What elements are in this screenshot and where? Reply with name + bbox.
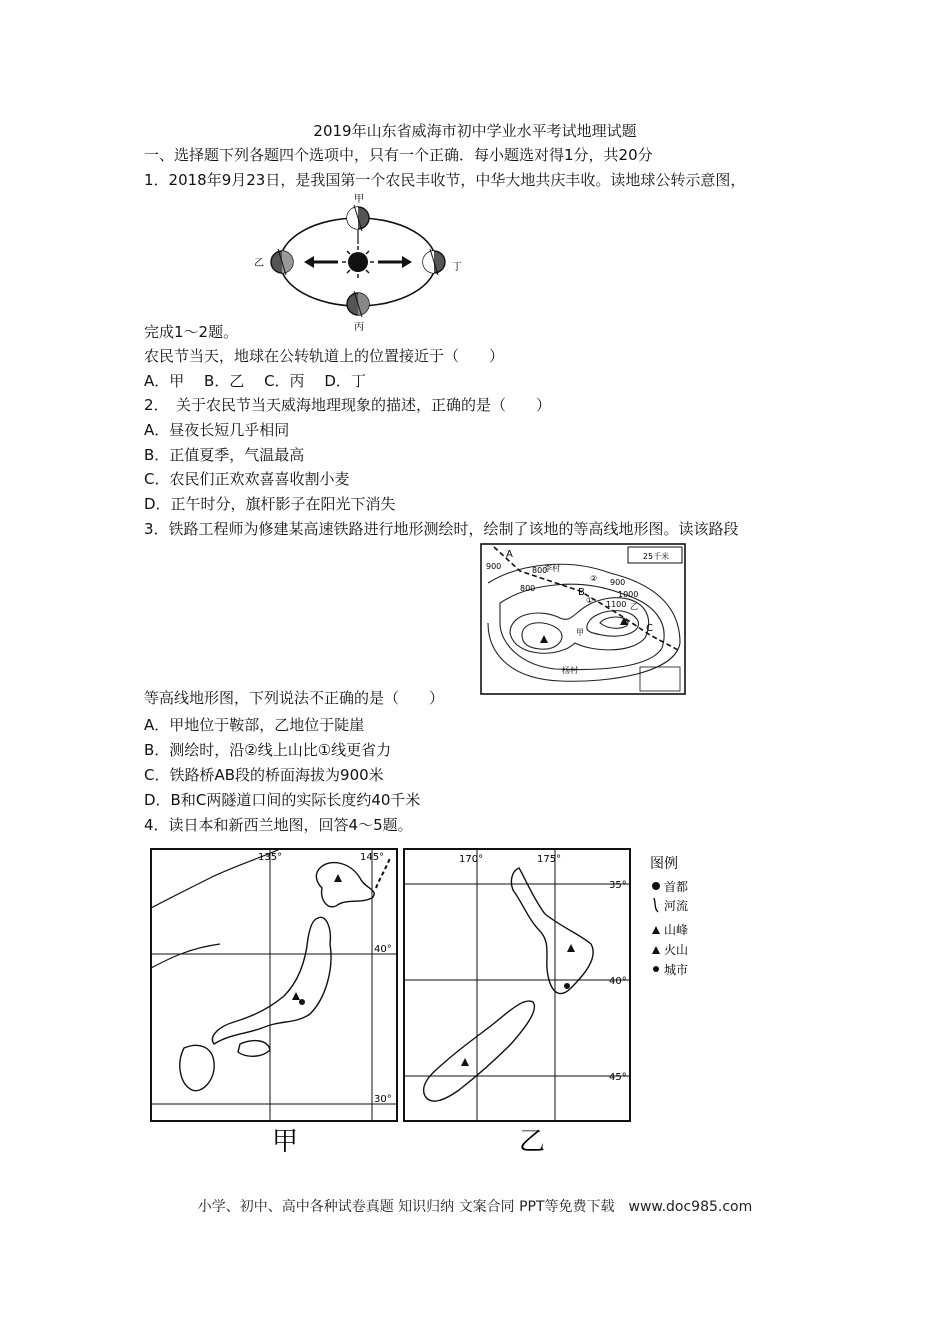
sunlight-arrow-right	[378, 256, 412, 268]
question-3-option-a: A．甲地位于鞍部，乙地位于陡崖	[144, 716, 365, 734]
earth-position-top	[347, 205, 369, 231]
legend-item: 山峰	[664, 923, 689, 937]
capital-icon	[299, 999, 305, 1005]
route-mark: ②	[590, 574, 598, 583]
question-2-option-a: A．昼夜长短几乎相同	[144, 421, 290, 439]
lat-label: 30°	[374, 1094, 392, 1105]
question-3-stem: 3．铁路工程师为修建某高速铁路进行地形测绘时，绘制了该地的等高线地形图。读该路段	[144, 520, 739, 538]
lat-label: 45°	[609, 1072, 627, 1083]
question-1-stem-cont: 完成1～2题。	[144, 323, 239, 341]
question-2-option-d: D．正午时分，旗杆影子在阳光下消失	[144, 495, 396, 513]
label-bing: 丙	[354, 322, 364, 333]
japan-map-label: 甲	[272, 1127, 299, 1157]
contour-label: 900	[486, 562, 502, 571]
capital-icon	[652, 882, 660, 890]
question-1-stem: 1．2018年9月23日，是我国第一个农民丰收节，中华大地共庆丰收。读地球公转示意图，	[144, 171, 746, 189]
question-3-option-b: B．测绘时，沿②线上山比①线更省力	[144, 741, 392, 759]
legend-item: 城市	[664, 963, 689, 977]
contour-label: 1100	[606, 600, 627, 609]
legend-item: 河流	[664, 899, 689, 913]
document-title: 2019年山东省威海市初中学业水平考试地理试题	[313, 122, 637, 140]
point-label: 甲	[576, 628, 584, 637]
earth-orbit-diagram	[250, 192, 470, 332]
city-icon	[653, 966, 659, 972]
label-jia: 甲	[354, 194, 364, 205]
earth-position-left	[271, 249, 293, 275]
question-1-prompt: 农民节当天，地球在公转轨道上的位置接近于（ ）	[144, 347, 505, 365]
contour-label: 800	[520, 584, 536, 593]
nz-map-label: 乙	[519, 1127, 546, 1157]
contour-label: 1000	[618, 590, 639, 599]
contour-label: 800	[532, 566, 548, 575]
point-label: 乙	[630, 602, 638, 611]
question-2-option-b: B．正值夏季，气温最高	[144, 446, 305, 464]
river-icon	[654, 898, 658, 912]
legend-title: 图例	[650, 856, 678, 872]
village-label: 李村	[544, 564, 560, 573]
contour-map	[480, 543, 686, 695]
sunlight-arrow-left	[304, 256, 338, 268]
point-label: C	[646, 623, 653, 634]
earth-position-bottom	[347, 291, 369, 317]
lat-label: 35°	[609, 880, 627, 891]
volcano-icon	[652, 946, 660, 954]
point-label: B	[578, 587, 585, 598]
question-2-option-c: C．农民们正欢欢喜喜收割小麦	[144, 470, 350, 488]
question-1-options: A．甲 B．乙 C．丙 D．丁	[144, 372, 366, 390]
question-3-option-d: D．B和C两隧道口间的实际长度约40千米	[144, 791, 421, 809]
sun-icon	[342, 246, 374, 278]
question-3-prompt: 等高线地形图，下列说法不正确的是（ ）	[144, 689, 445, 707]
capital-icon	[564, 983, 570, 989]
mountain-icon	[652, 926, 660, 934]
page-footer: 小学、初中、高中各种试卷真题 知识归纳 文案合同 PPT等免费下载 www.doc985.com	[197, 1199, 753, 1215]
route-mark: ①	[586, 596, 594, 605]
contour-label: 900	[610, 578, 626, 587]
new-zealand-map	[403, 848, 635, 1158]
section-heading: 一、选择题下列各题四个选项中，只有一个正确．每小题选对得1分，共20分	[144, 146, 653, 164]
lat-label: 40°	[374, 944, 392, 955]
legend-item: 火山	[664, 943, 689, 957]
label-yi: 乙	[254, 258, 264, 269]
lat-label: 40°	[609, 976, 627, 987]
question-2-stem: 2． 关于农民节当天威海地理现象的描述，正确的是（ ）	[144, 396, 552, 414]
lon-label: 145°	[360, 852, 385, 863]
legend-item: 首都	[664, 880, 689, 894]
map-legend	[646, 852, 716, 982]
question-3-option-c: C．铁路桥AB段的桥面海拔为900米	[144, 766, 384, 784]
question-4-stem: 4．读日本和新西兰地图，回答4～5题。	[144, 816, 413, 834]
lon-label: 170°	[459, 854, 484, 865]
point-label: A	[506, 549, 513, 560]
label-ding: 丁	[452, 262, 462, 273]
earth-position-right	[423, 249, 445, 275]
japan-map	[150, 848, 400, 1158]
lon-label: 135°	[258, 852, 283, 863]
lon-label: 175°	[537, 854, 562, 865]
village-label: 杨村	[562, 666, 578, 675]
scale-label: 25千米	[642, 552, 670, 561]
